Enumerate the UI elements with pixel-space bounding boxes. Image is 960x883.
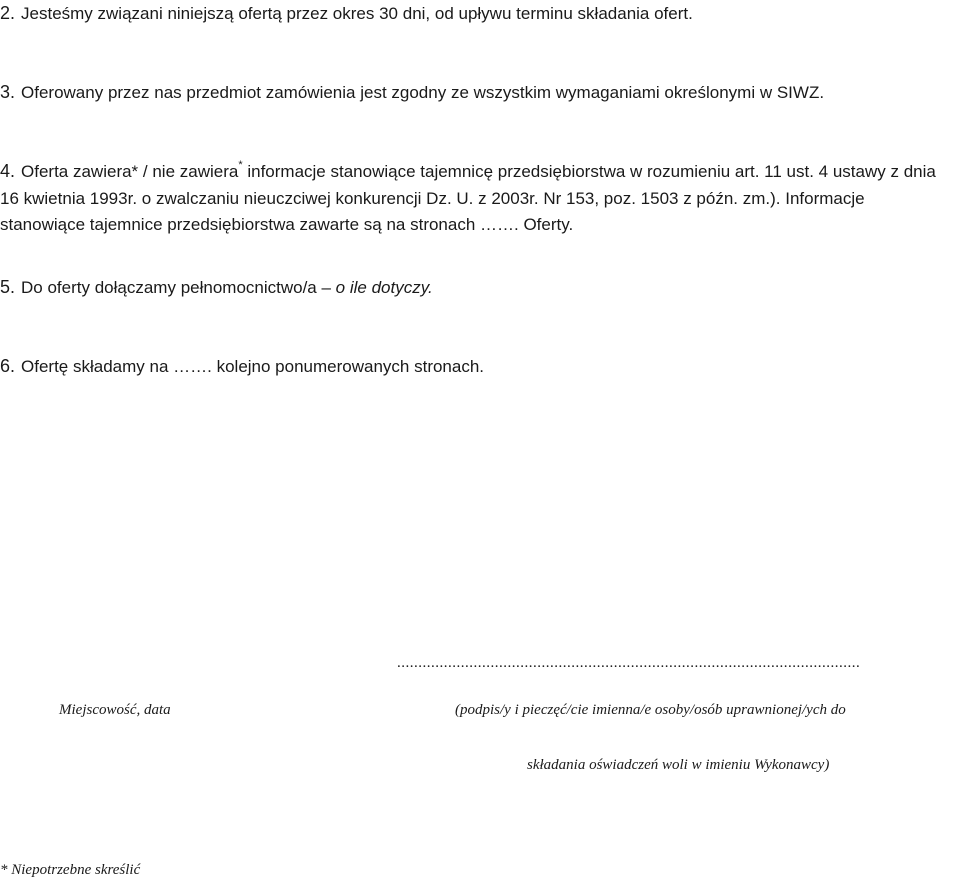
- item-text: Do oferty dołączamy pełnomocnictwo/a –: [21, 278, 336, 297]
- footnote-marker: *: [238, 159, 243, 172]
- signature-dotted-line: .............................................................................................................: [397, 655, 861, 671]
- item-text: Oferowany przez nas przedmiot zamówienia jest zgodny ze wszystkim wymaganiami określonymi w SIWZ.: [21, 83, 825, 102]
- item-text-part-a: Oferta zawiera* / nie zawiera: [21, 162, 239, 181]
- item-number: 5.: [0, 277, 16, 297]
- item-number: 4.: [0, 161, 16, 181]
- statement-5: [0, 274, 954, 301]
- item-number: 3.: [0, 82, 16, 102]
- item-number: 2.: [0, 3, 16, 23]
- place-date-label: Miejscowość, data: [59, 702, 171, 718]
- signer-label-line-1: (podpis/y i pieczęć/cie imienna/e osoby/osób uprawnionej/ych do: [455, 702, 846, 718]
- statement-3: [0, 79, 954, 106]
- item-number: 6.: [0, 356, 16, 376]
- signer-label-line-2: składania oświadczeń woli w imieniu Wykonawcy): [527, 757, 830, 773]
- item-text: Ofertę składamy na ……. kolejno ponumerowanych stronach.: [21, 357, 485, 376]
- statement-2: [0, 0, 954, 27]
- statement-6: [0, 353, 954, 380]
- footnote: * Niepotrzebne skreślić: [0, 862, 141, 878]
- statement-4: [0, 158, 954, 239]
- item-text-part-b: informacje stanowiące tajemnicę przedsiębiorstwa w rozumieniu art. 11 ust. 4 ustawy z dnia 16 kwietnia 1993r. o zwalczaniu nieuczciwej konkurencji Dz. U. z 2003r. Nr 153, poz. 1503 z późn. zm.). Informacje stanowiące tajemnice przedsiębiorstwa zawarte są na stronach ……. Oferty.: [0, 162, 936, 234]
- item-text: Jesteśmy związani niniejszą ofertą przez okres 30 dni, od upływu terminu składania ofert.: [21, 4, 693, 23]
- item-text-italic: o ile dotyczy.: [335, 278, 433, 297]
